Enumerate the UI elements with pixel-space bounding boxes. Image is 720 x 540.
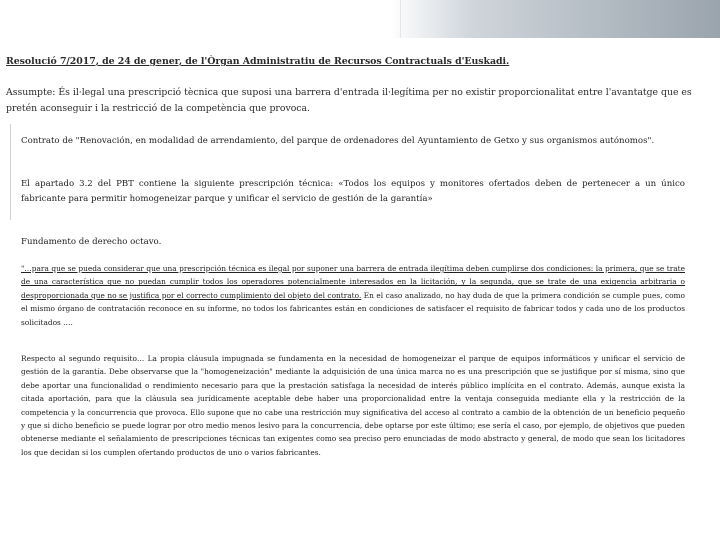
quote-underlined-text: "…para que se pueda considerar que una prescripción técnica es ilegal por suponer una barrera de entrada ilegítima deben cumplirse dos condiciones: la primera, que se trate de una característica que no puedan cumplir todos los operadores potencialmente interesados en la licitación, y la segunda, que se trate de una exigencia arbitraria o desproporcionada que no se justifica por el correcto cumplimiento del objeto del contrato.: [21, 264, 685, 300]
subject-summary: Assumpte: És il·legal una prescripció tècnica que suposi una barrera d'entrada il·legítima per no existir proporcionalitat entre l'avantatge que es pretén aconseguir i la restricció de la competència que provoca.: [6, 87, 692, 114]
section-paragraph: El apartado 3.2 del PBT contiene la siguiente prescripción técnica: «Todos los equipos y monitores ofertados deben de pertenecer a un único fabricante para permitir homogeneizar parque y unificar el servicio de gestión de la garantía»: [21, 179, 685, 204]
quote-paragraph: [21, 262, 685, 329]
contract-paragraph: Contrato de "Renovación, en modalidad de arrendamiento, del parque de ordenadores del Ayuntamiento de Getxo y sus organismos autónomos".: [21, 136, 655, 146]
gradient-band: [390, 0, 720, 38]
resolution-title: Resolució 7/2017, de 24 de gener, de l'Òrgan Administratiu de Recursos Contractuals d'Euskadi.: [6, 56, 510, 67]
top-decoration-bar: [0, 0, 720, 38]
quote-continuation-text: En el caso analizado, no hay duda de que la primera condición se cumple pues, como el mismo órgano de contratación reconoce en su informe, no todos los fabricantes están en condiciones de satisfacer el requisito de fabricar todos y cada uno de los productos solicitados ….: [21, 290, 685, 327]
block-divider: [10, 124, 11, 220]
fundamento-title: Fundamento de derecho octavo.: [21, 237, 162, 247]
second-requisite-paragraph: Respecto al segundo requisito… La propia cláusula impugnada se fundamenta en la necesidad de homogeneizar el parque de equipos informáticos y unificar el servicio de gestión de la garantía. Debe observarse que la "homogeneización" mediante la adquisición de una única marca no es una prescripción que se justifique por sí misma, sino que debe aportar una funcionalidad o rendimiento necesario para que la prestación satisfaga la necesidad de interés público implícita en el contrato. Además, aunque exista la citada aportación, para que la cláusula sea jurídicamente aceptable debe haber una proporcionalidad entre la ventaja conseguida mediante ella y la restricción de la competencia y la concurrencia que provoca. Ello supone que no cabe una restricción muy significativa del acceso al contrato a cambio de la obtención de un beneficio pequeño y que si dicho beneficio se puede lograr por otro medio menos lesivo para la concurrencia, debe optarse por este último; ese sería el caso, por ejemplo, de objetivos que pueden obtenerse mediante el señalamiento de prescripciones técnicas tan exigentes como sea preciso pero enunciadas de modo abstracto y general, de modo que sean los licitadores los que decidan si los cumplen ofertando productos de uno o varios fabricantes.: [21, 354, 685, 457]
